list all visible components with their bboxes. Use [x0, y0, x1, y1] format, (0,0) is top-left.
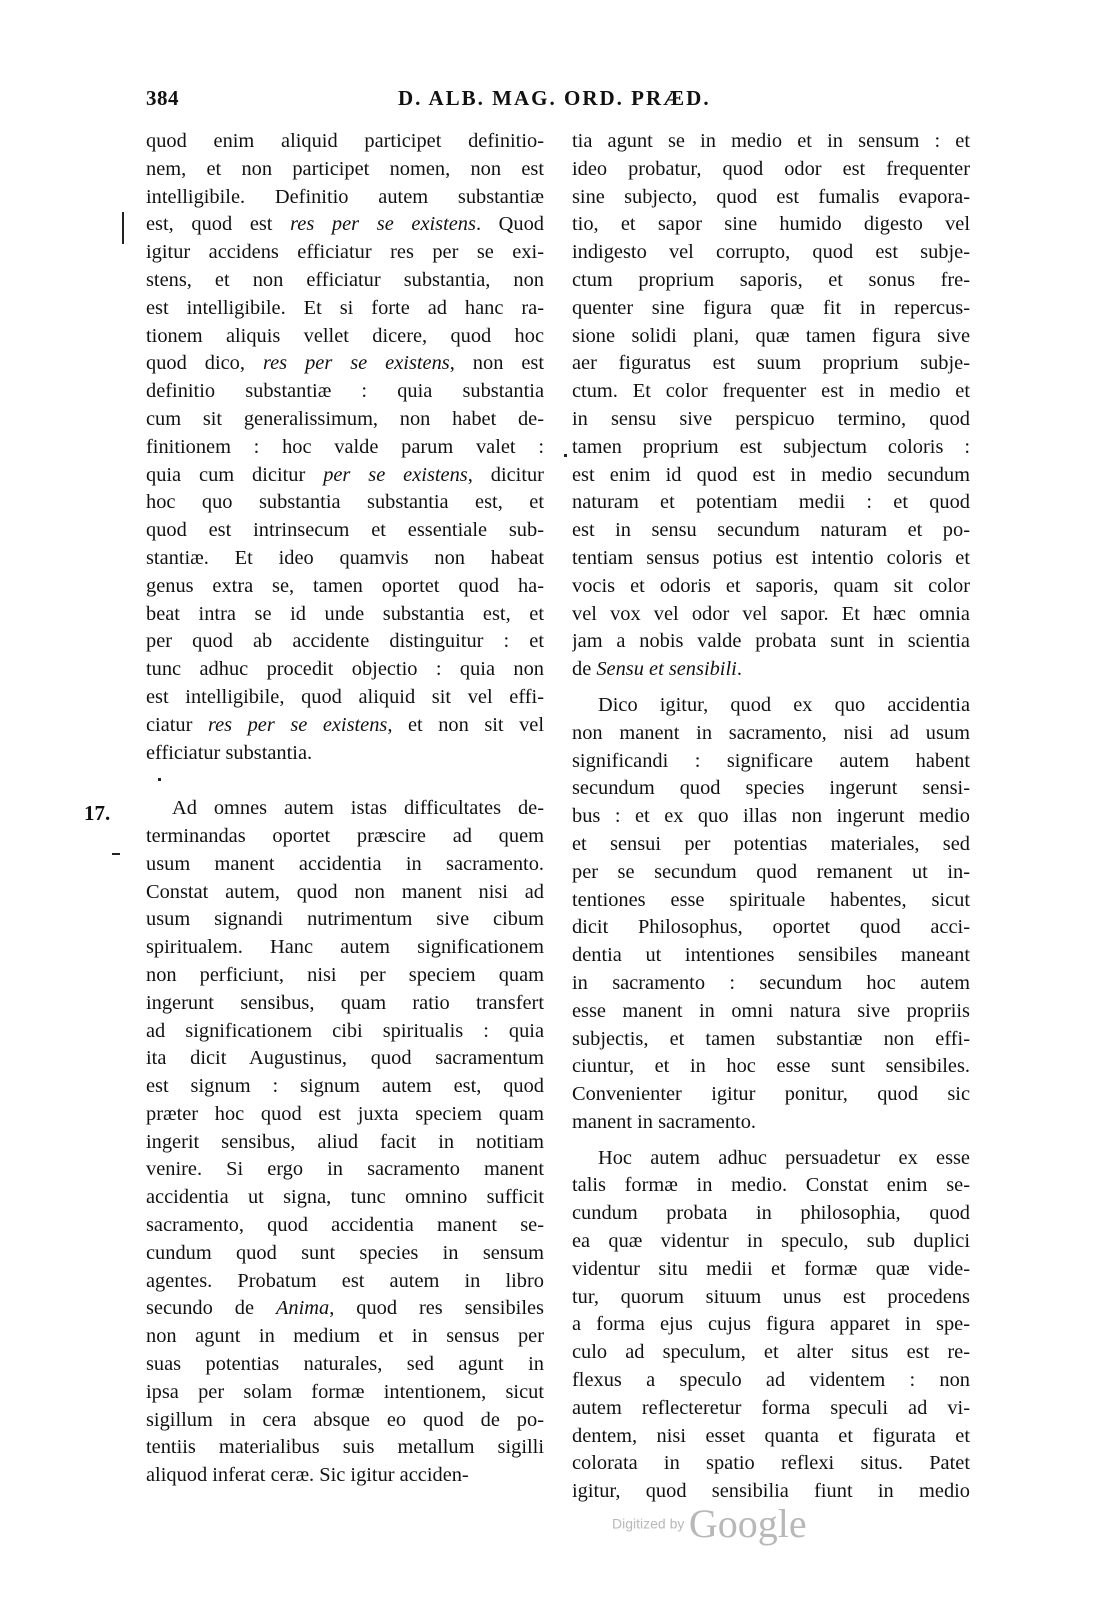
text-line: sione solidi plani, quæ tamen figura sive [572, 324, 970, 347]
text-line: genus extra se, tamen oportet quod ha- [146, 574, 544, 597]
text-line: quod dico, res per se existens, non est [146, 352, 544, 375]
text-line: sine subjecto, quod est fumalis evapora- [572, 185, 970, 208]
text-line: stens, et non efficiatur substantia, non [146, 268, 544, 291]
text-line: a forma ejus cujus figura apparet in spe- [572, 1313, 970, 1336]
text-line: tio, et sapor sine humido digesto vel [572, 213, 970, 236]
text-line: terminandas oportet præscire ad quem [146, 824, 544, 847]
text-line: igitur, quod sensibilia fiunt in medio [572, 1480, 970, 1503]
text-line: talis formæ in medio. Constat enim se- [572, 1174, 970, 1197]
text-line: cundum quod sunt species in sensum [146, 1241, 544, 1264]
text-line: tionem aliquis vellet dicere, quod hoc [146, 324, 544, 347]
text-line: ctum. Et color frequenter est in medio et [572, 380, 970, 403]
text-line: de Sensu et sensibili. [572, 658, 742, 681]
text-line: definitio substantiæ : quia substantia [146, 380, 544, 403]
text-line: Hoc autem adhuc persuadetur ex esse [598, 1146, 970, 1169]
text-line: ita dicit Augustinus, quod sacramentum [146, 1047, 544, 1070]
text-line: secundo de Anima, quod res sensibiles [146, 1297, 544, 1320]
running-head: D. ALB. MAG. ORD. PRÆD. [398, 86, 711, 110]
text-line: sigillum in cera absque eo quod de po- [146, 1408, 544, 1431]
text-line: Convenienter igitur ponitur, quod sic [572, 1083, 970, 1106]
text-line: ctum proprium saporis, et sonus fre- [572, 268, 970, 291]
text-line: tur, quorum situum unus est procedens [572, 1285, 970, 1308]
page-number: 384 [146, 86, 179, 110]
text-line: cundum probata in philosophia, quod [572, 1202, 970, 1225]
text-line: præter hoc quod est juxta speciem quam [146, 1102, 544, 1125]
text-line: vocis et odoris et saporis, quam sit color [572, 574, 970, 597]
text-line: est intelligibile. Et si forte ad hanc ra- [146, 296, 544, 319]
text-line: nem, et non participet nomen, non est [146, 157, 544, 180]
text-line: ciuntur, et in hoc esse sunt sensibiles. [572, 1055, 970, 1078]
text-line: significandi : significare autem habent [572, 749, 970, 772]
text-line: suas potentias naturales, sed agunt in [146, 1353, 544, 1376]
text-line: Ad omnes autem istas difficultates de- [172, 797, 544, 820]
text-line: tunc adhuc procedit objectio : quia non [146, 658, 544, 681]
text-line: sacramento, quod accidentia manent se- [146, 1214, 544, 1237]
text-line: dentem, nisi esset quanta et figurata et [572, 1424, 970, 1447]
text-line: indigesto vel corrupto, quod est subje- [572, 241, 970, 264]
text-line: intelligibile. Definitio autem substantiæ [146, 185, 544, 208]
text-line: naturam et potentiam medii : et quod [572, 491, 970, 514]
text-line: Constat autem, quod non manent nisi ad [146, 880, 544, 903]
text-line: ingerunt sensibus, quam ratio transfert [146, 991, 544, 1014]
text-line: beat intra se id unde substantia est, et [146, 602, 544, 625]
text-line: quia cum dicitur per se existens, dicitur [146, 463, 544, 486]
text-line: usum signandi nutrimentum sive cibum [146, 908, 544, 931]
left-column [146, 128, 544, 1490]
text-line: spiritualem. Hanc autem significationem [146, 936, 544, 959]
text-line: usum manent accidentia in sacramento. [146, 852, 544, 875]
text-line: quod enim aliquid participet definitio- [146, 130, 544, 152]
text-line: accidentia ut signa, tunc omnino sufficit [146, 1186, 544, 1209]
text-line: per se secundum quod remanent ut in- [572, 860, 970, 883]
text-line: est, quod est res per se existens. Quod [146, 213, 544, 236]
margin-mark [122, 212, 124, 244]
text-line: non agunt in medium et in sensus per [146, 1325, 544, 1348]
text-line: est intelligibile, quod aliquid sit vel effi- [146, 685, 544, 708]
text-line: Dico igitur, quod ex quo accidentia [598, 693, 970, 716]
text-line: vel vox vel odor vel sapor. Et hæc omnia [572, 602, 970, 625]
text-line: cum sit generalissimum, non habet de- [146, 407, 544, 430]
text-line: in sensu sive perspicuo termino, quod [572, 407, 970, 430]
digitization-watermark [612, 1500, 807, 1547]
text-line: non manent in sacramento, nisi ad usum [572, 721, 970, 744]
text-line: secundum quod species ingerunt sensi- [572, 777, 970, 800]
text-line: subjectis, et tamen substantiæ non effi- [572, 1027, 970, 1050]
text-line: dentia ut intentiones sensibiles maneant [572, 944, 970, 967]
text-line: ea quæ videntur in speculo, sub duplici [572, 1230, 970, 1253]
text-line: aer figuratus est suum proprium subje- [572, 352, 970, 375]
text-line: hoc quo substantia substantia est, et [146, 491, 544, 514]
text-line: non perficiunt, nisi per speciem quam [146, 963, 544, 986]
text-line: autem reflecteretur forma speculi ad vi- [572, 1396, 970, 1419]
text-line: videntur situ medii et formæ quæ vide- [572, 1257, 970, 1280]
text-line: ingerit sensibus, aliud facit in notitiam [146, 1130, 544, 1153]
margin-dash [112, 853, 120, 855]
text-line: tentiones esse spirituale habentes, sicut [572, 888, 970, 911]
text-line: ciatur res per se existens, et non sit vel [146, 713, 544, 736]
text-line: per quod ab accidente distinguitur : et [146, 630, 544, 653]
section-number: 17. [84, 801, 111, 825]
text-line: tia agunt se in medio et in sensum : et [572, 130, 970, 152]
text-line: colorata in spatio reflexi situs. Patet [572, 1452, 970, 1475]
text-line: jam a nobis valde probata sunt in scientia [572, 630, 970, 653]
text-line: ad significationem cibi spiritualis : quia [146, 1019, 544, 1042]
text-line: venire. Si ergo in sacramento manent [146, 1158, 544, 1181]
text-line: igitur accidens efficiatur res per se exi- [146, 241, 544, 264]
google-logo: Google [688, 1501, 807, 1546]
text-line: tentiam sensus potius est intentio coloris et [572, 546, 970, 569]
text-line: quenter sine figura quæ fit in repercus- [572, 296, 970, 319]
text-line: manent in sacramento. [572, 1110, 757, 1133]
text-line: et sensui per potentias materiales, sed [572, 832, 970, 855]
text-line: dicit Philosophus, oportet quod acci- [572, 916, 970, 939]
text-line: ideo probatur, quod odor est frequenter [572, 157, 970, 180]
text-line: finitionem : hoc valde parum valet : [146, 435, 544, 458]
text-line: esse manent in omni natura sive propriis [572, 999, 970, 1022]
text-line: tamen proprium est subjectum coloris : [572, 435, 970, 458]
text-line: tentiis materialibus suis metallum sigilli [146, 1436, 544, 1459]
text-line: aliquod inferat ceræ. Sic igitur acciden- [146, 1464, 469, 1487]
text-line: stantiæ. Et ideo quamvis non habeat [146, 546, 544, 569]
text-line: est signum : signum autem est, quod [146, 1075, 544, 1098]
text-line: bus : et ex quo illas non ingerunt medio [572, 805, 970, 828]
margin-dot [564, 454, 567, 457]
right-column [572, 128, 970, 1506]
digitized-by-label: Digitized by [612, 1515, 685, 1532]
text-line: in sacramento : secundum hoc autem [572, 971, 970, 994]
text-line: est in sensu secundum naturam et po- [572, 519, 970, 542]
text-line: flexus a speculo ad videntem : non [572, 1369, 970, 1392]
text-line: quod est intrinsecum et essentiale sub- [146, 519, 544, 542]
text-line: ipsa per solam formæ intentionem, sicut [146, 1380, 544, 1403]
text-line: efficiatur substantia. [146, 741, 313, 764]
text-line: est enim id quod est in medio secundum [572, 463, 970, 486]
text-line: culo ad speculum, et alter situs est re- [572, 1341, 970, 1364]
text-line: agentes. Probatum est autem in libro [146, 1269, 544, 1292]
